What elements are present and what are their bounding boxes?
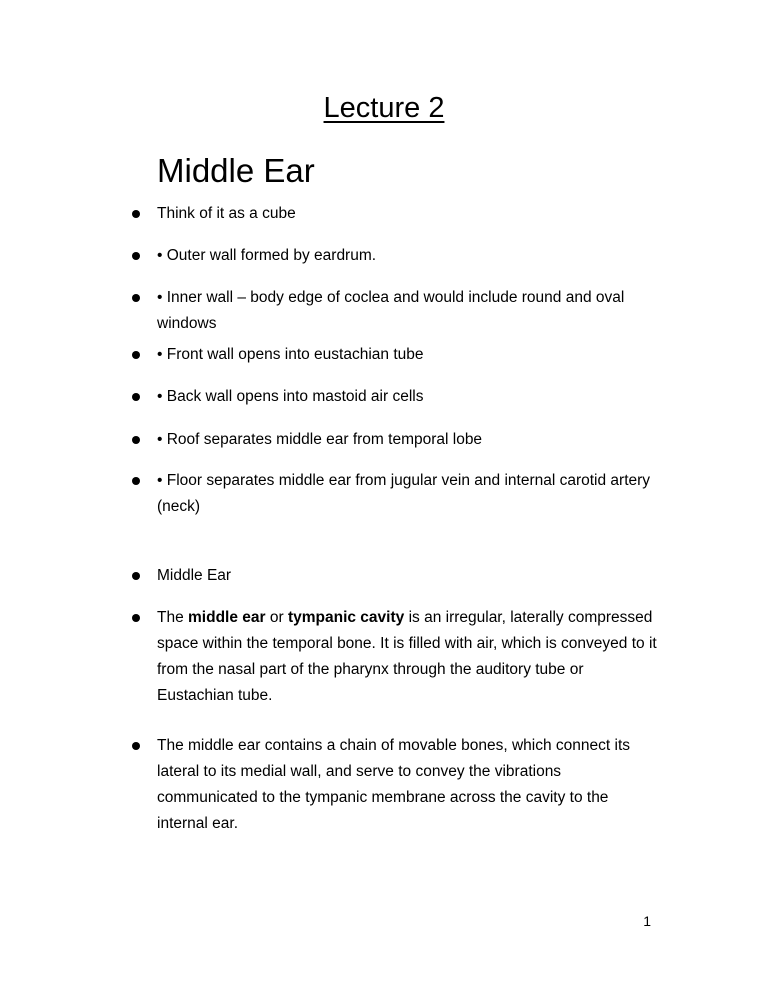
list-item: • Outer wall formed by eardrum. [157, 247, 377, 264]
list-item: Middle Ear [157, 567, 232, 584]
bullet-dot-icon [132, 294, 140, 302]
lecture-title: Lecture 2 [323, 92, 445, 124]
bullet-dot-icon [132, 614, 140, 622]
list-item: Think of it as a cube [157, 205, 296, 222]
bullet-dot-icon [132, 436, 140, 444]
bold-term: tympanic cavity [287, 609, 405, 626]
list-item: The middle ear contains a chain of movable bones, which connect its lateral to its medial wall, and serve to convey the vibrations communicated to the tympanic membrane across the cavity to the internal ear. [157, 737, 631, 832]
list-item: • Roof separates middle ear from temporal lobe [157, 431, 483, 448]
bold-term: middle ear [188, 609, 266, 626]
list-item: • Floor separates middle ear from jugular vein and internal carotid artery (neck) [157, 472, 651, 515]
list-item: • Front wall opens into eustachian tube [157, 346, 424, 363]
paragraph-text: The [157, 609, 189, 626]
bullet-dot-icon [132, 252, 140, 260]
list-item: • Inner wall – body edge of coclea and would include round and oval windows [157, 289, 625, 332]
bullet-dot-icon [132, 742, 140, 750]
section-title: Middle Ear [157, 152, 315, 189]
bullet-dot-icon [132, 351, 140, 359]
bullet-dot-icon [132, 393, 140, 401]
paragraph-text: or [265, 609, 288, 626]
bullet-dot-icon [132, 477, 140, 485]
list-item: • Back wall opens into mastoid air cells [157, 388, 424, 405]
page-number: 1 [643, 913, 651, 929]
paragraph-text: is an irregular, laterally compressed space within the temporal bone. It is filled with air, which is conveyed to it from the nasal part of the pharynx through the auditory tube or Eustachian tube. [157, 609, 657, 704]
list-item [157, 605, 662, 709]
bullet-dot-icon [132, 210, 140, 218]
bullet-dot-icon [132, 572, 140, 580]
